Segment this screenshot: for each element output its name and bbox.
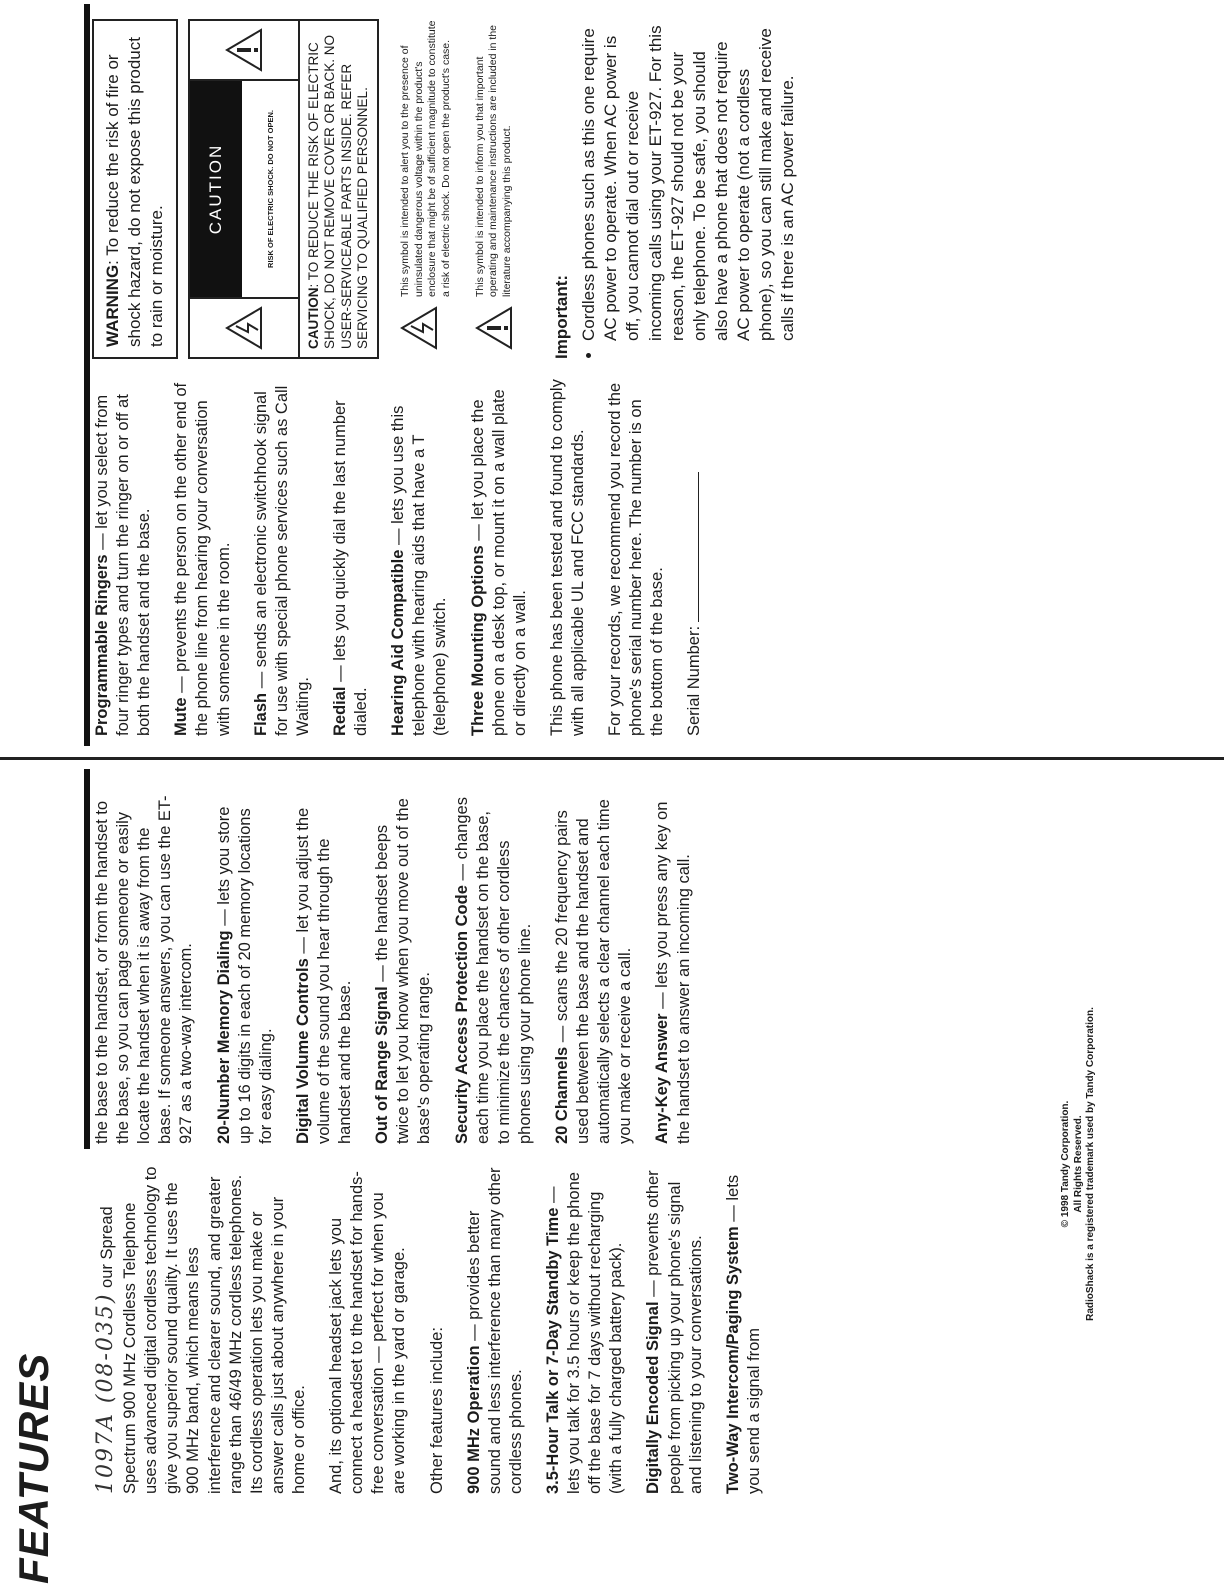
feature-ringers: Programmable Ringers — let you select from four ringer types and turn the ringer on or off at both the handset and the base. xyxy=(93,394,154,736)
lightning-symbol-icon xyxy=(399,306,439,350)
compliance-paragraph: This phone has been tested and found to comply with all applicable UL and FCC standards. xyxy=(547,379,587,736)
right-column-2 xyxy=(92,19,799,359)
feature-20-channels: 20 Channels — scans the 20 frequency pairs used between the base and the handset and automatically selects a clear channel each time you make or receive a call. xyxy=(552,799,635,1144)
feature-encoded-signal: Digitally Encoded Signal — prevents other people from picking up your phone's signal and listening to your conversations. xyxy=(644,1170,705,1494)
left-column-2 xyxy=(92,794,711,1144)
important-text: • Cordless phones such as this one require AC power to operate. When AC power is off, you cannot dial out or receive incoming calls using your ET-927. For this reason, the ET-927 should not be your only telephone. To be safe, you should also have a phone that does not require AC power to operate (not a cordless phone), so you can still make and receive calls if there is an AC power failure. xyxy=(578,19,799,341)
records-paragraph: For your records, we recommend you record the phone's serial number here. The number is on the bottom of the base. xyxy=(606,382,667,736)
copyright-notice: © 1998 Tandy Corporation. All Rights Reserved. RadioShack is a registered trademark used by Tandy Corporation. xyxy=(1060,1007,1096,1321)
feature-security-code: Security Access Protection Code — changes each time you place the handset on the base, to minimize the chances of other cordless phones using your phone line. xyxy=(452,797,534,1144)
top-rule-right xyxy=(84,4,90,746)
exclamation-symbol-icon xyxy=(474,306,514,350)
instructions-symbol-note: This symbol is intended to inform you that important operating and maintenance instructions are included in the literature accompanying this product. xyxy=(474,19,515,359)
caution-label: CAUTION xyxy=(190,81,242,297)
caution-text: CAUTION: TO REDUCE THE RISK OF ELECTRIC SHOCK, DO NOT REMOVE COVER OR BACK. NO USER-SERVICEABLE PARTS INSIDE. REFER SERVICING TO QUALIFIED PERSONNEL. xyxy=(306,34,370,349)
left-column-1 xyxy=(92,1164,781,1494)
feature-mounting: Three Mounting Options — let you place the phone on a desk top, or mount it on a wall plate or directly on a wall. xyxy=(468,389,529,736)
feature-memory-dialing: 20-Number Memory Dialing — lets you store up to 16 digits in each of 20 memory locations for easy dialing. xyxy=(214,806,275,1144)
feature-any-key-answer: Any-Key Answer — lets you press any key on the handset to answer an incoming call. xyxy=(653,801,693,1144)
feature-900mhz: 900 MHz Operation — provides better sound and less interference than many other cordless phones. xyxy=(464,1167,525,1494)
headset-paragraph: And, its optional headset jack lets you connect a headset to the handset for hands-free conversation — perfect for when you are working in the yard or garage. xyxy=(327,1171,409,1494)
warning-box: WARNING: To reduce the risk of fire or shock hazard, do not expose this product to rain or moisture. xyxy=(92,19,178,359)
top-rule-left xyxy=(84,769,90,1149)
page-fold xyxy=(0,757,1224,760)
serial-number-blank xyxy=(684,472,699,622)
serial-number-field: Serial Number: xyxy=(684,376,705,736)
feature-redial: Redial — lets you quickly dial the last number dialed. xyxy=(330,400,371,736)
handwritten-note: 1097A (08-035) xyxy=(93,1292,118,1494)
caution-box xyxy=(188,19,379,359)
feature-flash: Flash — sends an electronic switchhook signal for use with special phone services such as Call Waiting. xyxy=(251,385,312,736)
intercom-continued: the base to the handset, or from the handset to the base, so you can page someone or easily locate the handset when it is away from the base. If someone answers, you can use the ET-927 as a two-way intercom. xyxy=(93,795,196,1144)
intro-paragraph: 1097A (08-035) our Spread Spectrum 900 MHz Cordless Telephone uses advanced digital cordless technology to give you superior sound quality. It uses the 900 MHz band, which means less interference and clearer sound, and greater range than 46/49 MHz cordless telephones. Its cordless operation lets you make or answer calls just about anywhere in your home or office. xyxy=(93,1166,309,1494)
feature-mute: Mute — prevents the person on the other end of the phone line from hearing your conversation with someone in the room. xyxy=(172,382,233,736)
feature-intercom: Two-Way Intercom/Paging System — lets you send a signal from xyxy=(723,1174,763,1494)
feature-hearing-aid: Hearing Aid Compatible — lets you use this telephone with hearing aids that have a T (telephone) switch. xyxy=(389,405,450,736)
important-heading: Important: xyxy=(551,274,571,359)
feature-talk-time: 3.5-Hour Talk or 7-Day Standby Time — lets you talk for 3.5 hours or keep the phone off the base for 7 days without recharging (with a fully charged battery pack). xyxy=(544,1172,626,1494)
shock-symbol-note: This symbol is intended to alert you to the presence of uninsulated dangerous voltage within the product's enclosure that might be of sufficient magnitude to constitute a risk of electric shock. Do not open the product's case. xyxy=(399,19,454,359)
feature-volume-controls: Digital Volume Controls — let you adjust the volume of the sound you hear through the handset and the base. xyxy=(293,807,355,1144)
caution-subtext: RISK OF ELECTRIC SHOCK. DO NOT OPEN. xyxy=(265,110,275,268)
other-features-label: Other features include: xyxy=(427,1327,446,1494)
exclamation-warning-icon xyxy=(224,28,264,72)
page-heading: FEATURES xyxy=(10,1352,57,1584)
lightning-warning-icon xyxy=(224,306,264,350)
important-note xyxy=(551,19,800,359)
right-column-1 xyxy=(92,376,706,736)
feature-out-of-range: Out of Range Signal — the handset beeps twice to let you know when you move out of the base's operating range. xyxy=(373,798,434,1144)
